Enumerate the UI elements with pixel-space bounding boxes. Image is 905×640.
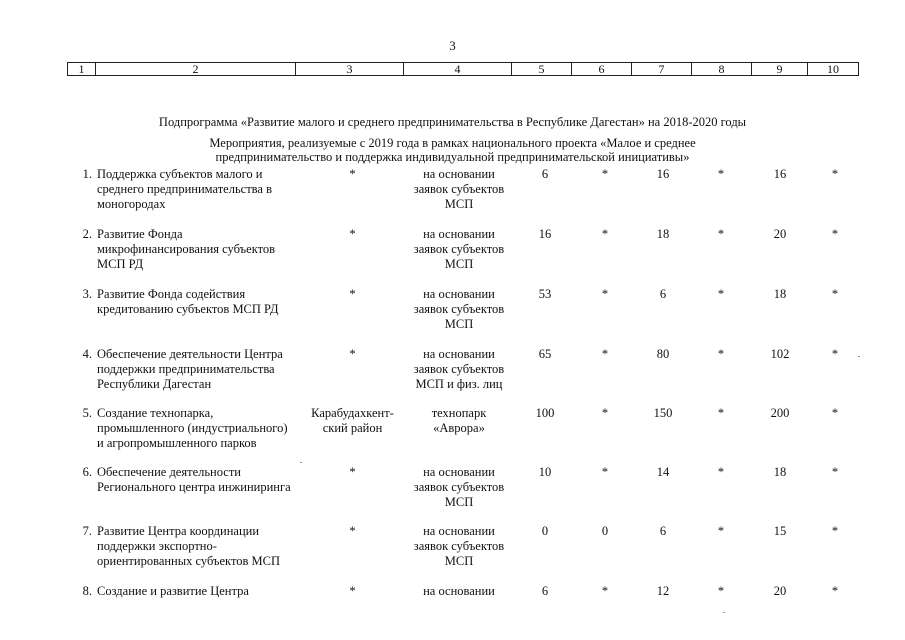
mark-2020: * bbox=[717, 167, 725, 181]
measure-basis bbox=[404, 406, 514, 436]
measure-location-line: * bbox=[349, 524, 356, 538]
measure-name bbox=[97, 287, 307, 317]
measure-location bbox=[305, 465, 400, 480]
measure-basis-line: на основании bbox=[423, 524, 495, 538]
column-number: 5 bbox=[512, 63, 572, 76]
value-2020: 16 bbox=[656, 167, 670, 181]
measure-location bbox=[305, 287, 400, 302]
measure-basis-line: заявок субъектов bbox=[413, 539, 505, 553]
mark-2021: * bbox=[831, 524, 839, 538]
mark-2020: * bbox=[717, 524, 725, 538]
measure-basis-line: «Аврора» bbox=[433, 421, 485, 435]
measures-title-line: Мероприятия, реализуемые с 2019 года в рамках национального проекта «Малое и среднее bbox=[209, 136, 696, 150]
measure-name-line: Развитие Фонда bbox=[97, 227, 183, 241]
measure-basis-line: на основании bbox=[423, 347, 495, 361]
mark-2020: * bbox=[717, 287, 725, 301]
measure-name-line: Поддержка субъектов малого и bbox=[97, 167, 263, 181]
measure-basis-line: на основании bbox=[423, 167, 495, 181]
column-number: 8 bbox=[692, 63, 752, 76]
value-2021: 15 bbox=[773, 524, 787, 538]
measure-basis-line: МСП bbox=[444, 495, 474, 509]
scan-speck bbox=[858, 356, 860, 357]
mark-2020: * bbox=[717, 227, 725, 241]
measure-name-line: поддержки экспортно- bbox=[97, 539, 217, 553]
measure-basis-line: технопарк bbox=[431, 406, 487, 420]
subprogram-title: Подпрограмма «Развитие малого и среднего предпринимательства в Республике Дагестан» на 2018-2020 годы bbox=[158, 115, 747, 129]
measure-basis bbox=[404, 584, 514, 599]
mark-2019: * bbox=[601, 347, 609, 361]
value-2021: 18 bbox=[773, 287, 787, 301]
measure-name-line: Развитие Фонда содействия bbox=[97, 287, 246, 301]
row-number: 2. bbox=[82, 227, 92, 241]
measure-basis-line: МСП bbox=[444, 257, 474, 271]
measure-basis-line: МСП bbox=[444, 317, 474, 331]
measure-location-line: * bbox=[349, 227, 356, 241]
measure-basis-line: МСП и физ. лиц bbox=[415, 377, 503, 391]
mark-2019: * bbox=[601, 465, 609, 479]
measure-name-line: и агропромышленного парков bbox=[97, 436, 257, 450]
measure-name-line: Обеспечение деятельности bbox=[97, 465, 242, 479]
column-number: 6 bbox=[572, 63, 632, 76]
column-number: 4 bbox=[404, 63, 512, 76]
measure-basis-line: заявок субъектов bbox=[413, 182, 505, 196]
value-2021: 200 bbox=[770, 406, 790, 420]
mark-2019: * bbox=[601, 287, 609, 301]
value-2019: 0 bbox=[541, 524, 549, 538]
mark-2020: * bbox=[717, 465, 725, 479]
measure-name bbox=[97, 406, 307, 451]
column-number-header bbox=[67, 62, 859, 76]
measure-name-line: МСП РД bbox=[97, 257, 144, 271]
measure-location bbox=[305, 406, 400, 436]
mark-2021: * bbox=[831, 406, 839, 420]
measure-name bbox=[97, 347, 307, 392]
measure-name-line: ориентированных субъектов МСП bbox=[97, 554, 281, 568]
measure-name bbox=[97, 227, 307, 272]
measure-basis-line: на основании bbox=[423, 584, 495, 598]
value-2019: 100 bbox=[535, 406, 555, 420]
measure-basis bbox=[404, 227, 514, 272]
measure-basis-line: заявок субъектов bbox=[413, 302, 505, 316]
mark-2019: * bbox=[601, 227, 609, 241]
measure-name-line: поддержки предпринимательства bbox=[97, 362, 275, 376]
mark-2021: * bbox=[831, 167, 839, 181]
value-2019: 16 bbox=[538, 227, 552, 241]
measure-name-line: промышленного (индустриального) bbox=[97, 421, 288, 435]
value-2019: 6 bbox=[541, 167, 549, 181]
measure-location bbox=[305, 524, 400, 539]
value-2019: 53 bbox=[538, 287, 552, 301]
measure-basis-line: на основании bbox=[423, 465, 495, 479]
column-number: 7 bbox=[632, 63, 692, 76]
measure-name bbox=[97, 584, 307, 599]
value-2021: 16 bbox=[773, 167, 787, 181]
value-2020: 150 bbox=[653, 406, 673, 420]
column-number: 2 bbox=[96, 63, 296, 76]
measure-basis-line: МСП bbox=[444, 554, 474, 568]
measure-basis-line: на основании bbox=[423, 287, 495, 301]
value-2019: 6 bbox=[541, 584, 549, 598]
mark-2020: * bbox=[717, 406, 725, 420]
mark-2019: * bbox=[601, 406, 609, 420]
measures-title bbox=[0, 136, 905, 164]
measure-basis bbox=[404, 347, 514, 392]
row-number: 3. bbox=[82, 287, 92, 301]
value-2021: 18 bbox=[773, 465, 787, 479]
measure-location-line: ский район bbox=[322, 421, 383, 435]
measure-location-line: * bbox=[349, 347, 356, 361]
value-2019: 65 bbox=[538, 347, 552, 361]
measure-location-line: Карабудахкент- bbox=[311, 406, 394, 420]
measure-name-line: Создание технопарка, bbox=[97, 406, 214, 420]
value-2020: 18 bbox=[656, 227, 670, 241]
measure-basis-line: заявок субъектов bbox=[413, 480, 505, 494]
value-2021: 102 bbox=[770, 347, 790, 361]
mark-2019: * bbox=[601, 584, 609, 598]
page-number: 3 bbox=[449, 38, 456, 53]
mark-2020: * bbox=[717, 584, 725, 598]
scan-speck bbox=[300, 462, 302, 463]
measure-location-line: * bbox=[349, 287, 356, 301]
row-number: 1. bbox=[82, 167, 92, 181]
value-2021: 20 bbox=[773, 227, 787, 241]
measure-basis bbox=[404, 287, 514, 332]
value-2020: 12 bbox=[656, 584, 670, 598]
row-number: 5. bbox=[82, 406, 92, 420]
value-2020: 80 bbox=[656, 347, 670, 361]
column-number: 3 bbox=[296, 63, 404, 76]
measure-name-line: Регионального центра инжиниринга bbox=[97, 480, 291, 494]
measures-title-line: предпринимательство и поддержка индивидуальной предпринимательской инициативы» bbox=[215, 150, 690, 164]
value-2021: 20 bbox=[773, 584, 787, 598]
column-number: 9 bbox=[752, 63, 808, 76]
measure-location-line: * bbox=[349, 465, 356, 479]
measure-name-line: моногородах bbox=[97, 197, 166, 211]
value-2020: 14 bbox=[656, 465, 670, 479]
measure-name-line: среднего предпринимательства в bbox=[97, 182, 272, 196]
column-number: 1 bbox=[68, 63, 96, 76]
measure-name-line: микрофинансирования субъектов bbox=[97, 242, 276, 256]
measure-location bbox=[305, 584, 400, 599]
row-number: 4. bbox=[82, 347, 92, 361]
mark-2021: * bbox=[831, 584, 839, 598]
row-number: 7. bbox=[82, 524, 92, 538]
column-number: 10 bbox=[808, 63, 859, 76]
measure-name-line: Развитие Центра координации bbox=[97, 524, 260, 538]
measure-basis bbox=[404, 465, 514, 510]
measure-name bbox=[97, 167, 307, 212]
row-number: 8. bbox=[82, 584, 92, 598]
mark-2021: * bbox=[831, 227, 839, 241]
measure-basis-line: заявок субъектов bbox=[413, 242, 505, 256]
mark-2019: * bbox=[601, 167, 609, 181]
row-number: 6. bbox=[82, 465, 92, 479]
measure-basis bbox=[404, 167, 514, 212]
measure-basis-line: МСП bbox=[444, 197, 474, 211]
measure-basis-line: заявок субъектов bbox=[413, 362, 505, 376]
mark-2021: * bbox=[831, 347, 839, 361]
measure-basis bbox=[404, 524, 514, 569]
measure-name-line: Республики Дагестан bbox=[97, 377, 212, 391]
value-2019: 10 bbox=[538, 465, 552, 479]
measure-location-line: * bbox=[349, 584, 356, 598]
measure-location bbox=[305, 227, 400, 242]
mark-2020: * bbox=[717, 347, 725, 361]
scan-speck bbox=[723, 612, 725, 613]
value-2020: 6 bbox=[659, 287, 667, 301]
mark-2019: 0 bbox=[601, 524, 609, 538]
measure-name bbox=[97, 524, 307, 569]
measure-name-line: Обеспечение деятельности Центра bbox=[97, 347, 283, 361]
measure-name-line: кредитованию субъектов МСП РД bbox=[97, 302, 279, 316]
measure-location bbox=[305, 167, 400, 182]
mark-2021: * bbox=[831, 465, 839, 479]
mark-2021: * bbox=[831, 287, 839, 301]
measure-name bbox=[97, 465, 307, 495]
value-2020: 6 bbox=[659, 524, 667, 538]
measure-basis-line: на основании bbox=[423, 227, 495, 241]
measure-name-line: Создание и развитие Центра bbox=[97, 584, 249, 598]
measure-location-line: * bbox=[349, 167, 356, 181]
measure-location bbox=[305, 347, 400, 362]
